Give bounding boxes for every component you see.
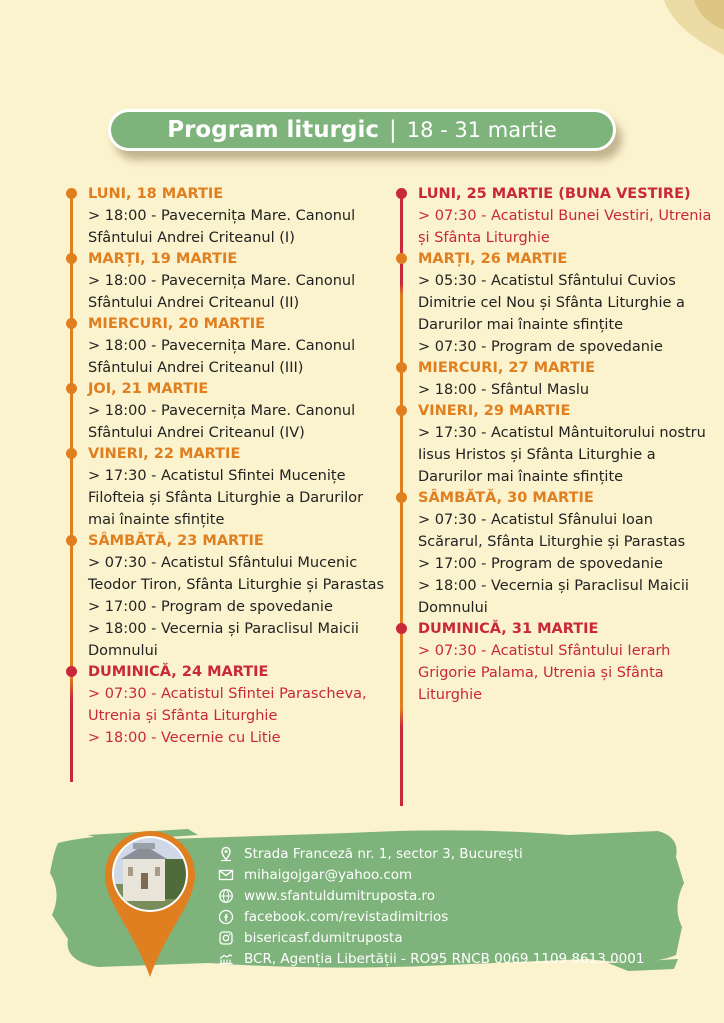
contact-text: Strada Franceză nr. 1, sector 3, București [244,845,523,862]
facebook-icon [218,909,234,925]
title-dates: 18 - 31 martie [406,118,557,142]
day-title: DUMINICĂ, 24 MARTIE [88,664,269,680]
timeline-dot-icon [396,492,407,503]
timeline-dot-icon [396,623,407,634]
event-line: > 18:00 - Vecernia și Paraclisul Maicii Domnului [418,578,689,616]
timeline-dot-icon [396,362,407,373]
timeline-dot-icon [66,253,77,264]
day-title: JOI, 21 MARTIE [88,381,209,397]
event-line: > 07:30 - Acatistul Bunei Vestiri, Utrenia și Sfânta Liturghie [418,208,712,246]
day-block-marti-26-martie [396,249,714,358]
event-line: > 18:00 - Pavecernița Mare. Canonul Sfântului Andrei Criteanul (IV) [88,403,356,441]
event-line: > 07:30 - Acatistul Sfânului Ioan Scărarul, Sfânta Liturghie și Parastas [418,512,686,550]
day-block-miercuri-27-martie [396,358,714,401]
event-line: > 07:30 - Acatistul Sfântului Mucenic Teodor Tiron, Sfânta Liturghie și Parastas [88,555,385,593]
day-block-duminica-31-martie [396,619,714,706]
event-line: > 17:00 - Program de spovedanie [418,556,663,572]
event-line: > 05:30 - Acatistul Sfântului Cuvios Dimitrie cel Nou și Sfânta Liturghie a Darurilor mai înainte sfințite [418,273,685,333]
timeline-dot-icon [66,188,77,199]
page-title: Program liturgic [167,117,379,143]
bank-icon [218,951,234,967]
day-title: MIERCURI, 27 MARTIE [418,360,596,376]
contact-text: BCR, Agenția Libertății - RO95 RNCB 0069 1109 8613 0001 [244,950,645,967]
event-line: > 17:30 - Acatistul Sfintei Mucenițe Filofteia și Sfânta Liturghie a Darurilor mai înainte sfințite [88,468,364,528]
schedule-right-column [396,184,714,706]
day-block-duminica-24-martie [66,662,386,749]
day-block-sambata-23-martie [66,531,386,662]
instagram-icon [218,930,234,946]
contact-row-location [218,843,688,864]
day-block-vineri-29-martie [396,401,714,488]
day-title: LUNI, 18 MARTIE [88,186,224,202]
timeline-dot-icon [66,318,77,329]
timeline-dot-icon [66,535,77,546]
contact-row-globe [218,885,688,906]
event-line: > 07:30 - Program de spovedanie [418,339,663,355]
day-title: SÂMBĂTĂ, 23 MARTIE [88,533,264,549]
timeline-dot-icon [66,448,77,459]
timeline-dot-icon [396,188,407,199]
contact-row-instagram [218,927,688,948]
globe-icon [218,888,234,904]
event-line: > 17:30 - Acatistul Mântuitorului nostru Iisus Hristos și Sfânta Liturghie a Darurilor mai înainte sfințite [418,425,706,485]
event-line: > 18:00 - Sfântul Maslu [418,382,590,398]
day-block-luni-18-martie [66,184,386,249]
timeline-dot-icon [66,666,77,677]
day-title: VINERI, 29 MARTIE [418,403,571,419]
timeline-dot-icon [396,253,407,264]
day-title: SÂMBĂTĂ, 30 MARTIE [418,490,594,506]
event-line: > 07:30 - Acatistul Sfântului Ierarh Grigorie Palama, Utrenia și Sfânta Liturghie [418,643,671,703]
contact-text[interactable]: mihaigojgar@yahoo.com [244,866,413,883]
day-block-marti-19-martie [66,249,386,314]
contact-row-bank [218,948,688,969]
day-title: MIERCURI, 20 MARTIE [88,316,266,332]
schedule-left-column [66,184,386,749]
event-line: > 18:00 - Pavecernița Mare. Canonul Sfântului Andrei Criteanul (II) [88,273,356,311]
corner-leaf-decoration [604,0,724,90]
day-title: LUNI, 25 MARTIE (BUNA VESTIRE) [418,186,691,202]
day-title: VINERI, 22 MARTIE [88,446,241,462]
contact-text[interactable]: facebook.com/revistadimitrios [244,908,449,925]
day-title: MARȚI, 26 MARTIE [418,251,568,267]
title-banner [108,109,616,151]
event-line: > 18:00 - Pavecernița Mare. Canonul Sfântului Andrei Criteanul (III) [88,338,356,376]
location-pin-icon [103,829,197,979]
day-title: MARȚI, 19 MARTIE [88,251,238,267]
day-block-luni-25-martie-buna-vestire [396,184,714,249]
event-line: > 18:00 - Pavecernița Mare. Canonul Sfântului Andrei Criteanul (I) [88,208,356,246]
event-line: > 18:00 - Vecernia și Paraclisul Maicii Domnului [88,621,359,659]
day-block-vineri-22-martie [66,444,386,531]
contact-list [218,843,688,969]
day-title: DUMINICĂ, 31 MARTIE [418,621,599,637]
event-line: > 17:00 - Program de spovedanie [88,599,333,615]
contact-text[interactable]: bisericasf.dumitruposta [244,929,403,946]
email-icon [218,867,234,883]
event-line: > 18:00 - Vecernie cu Litie [88,730,281,746]
contact-text[interactable]: www.sfantuldumitruposta.ro [244,887,436,904]
event-line: > 07:30 - Acatistul Sfintei Parascheva, Utrenia și Sfânta Liturghie [88,686,367,724]
day-block-sambata-30-martie [396,488,714,619]
contact-row-facebook [218,906,688,927]
timeline-dot-icon [396,405,407,416]
location-icon [218,846,234,862]
timeline-dot-icon [66,383,77,394]
day-block-miercuri-20-martie [66,314,386,379]
day-block-joi-21-martie [66,379,386,444]
title-separator: | [389,117,397,143]
contact-row-email [218,864,688,885]
